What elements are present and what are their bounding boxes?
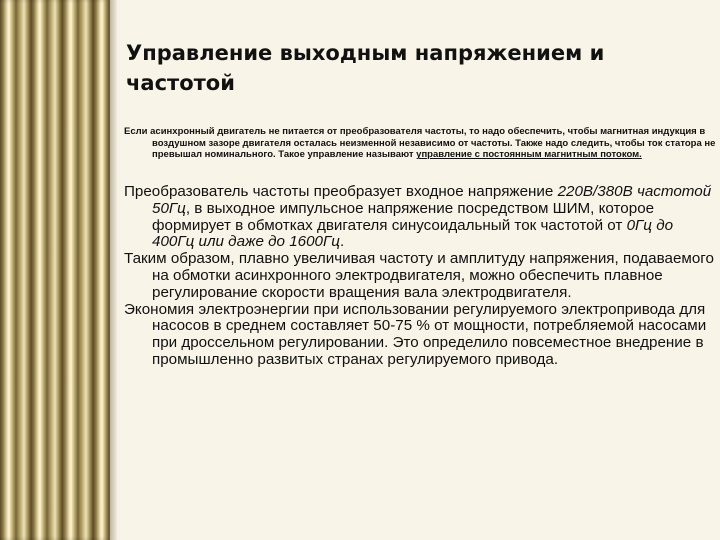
paragraph-1-frequency-italic: 0Гц до 400Гц или даже до 1600Гц [152, 216, 674, 251]
intro-text [124, 126, 720, 161]
body-text [124, 184, 714, 369]
paragraph-1-part-3: , в выходное импульсное напряжение посредством ШИМ, которое формирует в обмотках двигателя синусоидальный ток частотой от [152, 199, 655, 234]
paragraph-1-voltage-italic: 220В/380В частотой 50Гц [152, 183, 712, 217]
paragraph-1 [124, 184, 714, 251]
paragraph-2: Таким образом, плавно увеличивая частоту и амплитуду напряжения, подаваемого на обмотки асинхронного электродвигателя, можно обеспечить плавное регулирование скорости вращения вала электродвигателя. [124, 250, 714, 301]
drape-shadow [110, 0, 118, 540]
paragraph-3: Экономия электроэнергии при использовании регулируемого электропривода для насосов в среднем составляет 50-75 % от мощности, потребляемой насосами при дроссельном регулировании. Это определило повсеместное внедрение в промышленно развитых странах регулируемого привода. [124, 300, 707, 368]
intro-text-body: Если асинхронный двигатель не питается от преобразователя частоты, то надо обеспечить, чтобы магнитная индукция в воздушном зазоре двигателя осталась неизменной независимо от частоты. Также надо следить, чтобы ток статора не превышал номинального. Такое управление называют [124, 126, 716, 161]
paragraph-1-part-1: Преобразователь частоты преобразует входное напряжение [124, 183, 558, 200]
slide-title: Управление выходным напряжением и частотой [126, 41, 605, 95]
decorative-gold-drape [0, 0, 110, 540]
intro-text-underlined: управление с постоянным магнитным потоком. [416, 149, 642, 161]
paragraph-1-part-5: . [339, 233, 345, 251]
